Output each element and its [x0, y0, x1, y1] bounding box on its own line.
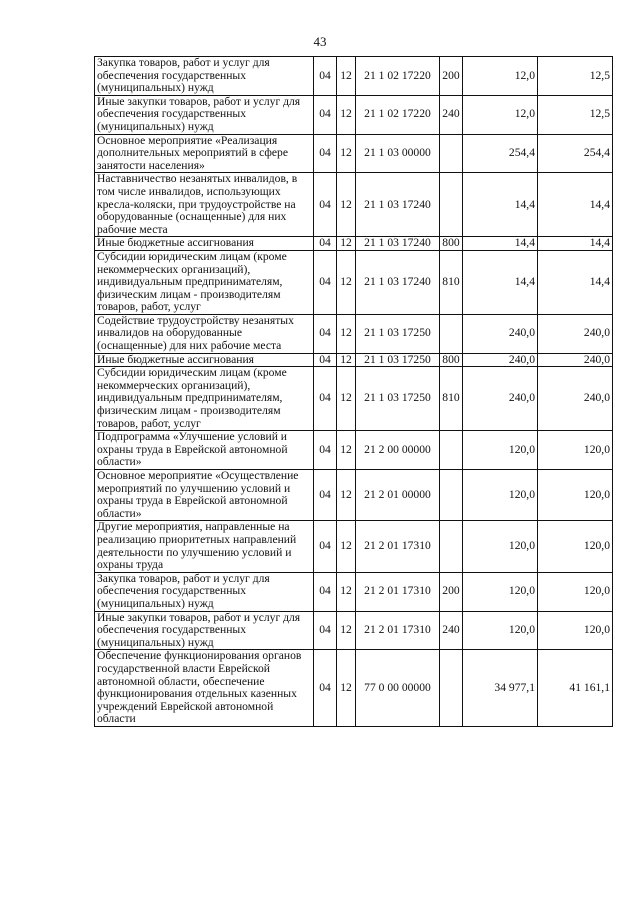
target-article-cell: 21 2 01 17310	[356, 521, 440, 572]
subsection-code-cell: 12	[337, 521, 356, 572]
table-row	[95, 470, 613, 521]
expense-name-cell: Другие мероприятия, направленные на реализацию приоритетных направлений деятельности по улучшению условий и охраны труда	[95, 521, 314, 572]
table-row	[95, 314, 613, 353]
subsection-code-cell: 12	[337, 250, 356, 314]
amount-year1-cell: 120,0	[463, 431, 538, 470]
table-row	[95, 572, 613, 611]
expense-type-cell	[440, 521, 463, 572]
amount-year2-cell: 12,5	[538, 57, 613, 96]
expense-type-cell: 800	[440, 353, 463, 367]
amount-year2-cell: 120,0	[538, 431, 613, 470]
expense-type-cell: 240	[440, 95, 463, 134]
target-article-cell: 21 1 03 00000	[356, 134, 440, 173]
subsection-code-cell: 12	[337, 470, 356, 521]
expense-type-cell: 240	[440, 611, 463, 650]
amount-year1-cell: 120,0	[463, 611, 538, 650]
amount-year1-cell: 240,0	[463, 314, 538, 353]
amount-year1-cell: 254,4	[463, 134, 538, 173]
expense-name-cell: Субсидии юридическим лицам (кроме некоммерческих организаций), индивидуальным предпринимателям, физическим лицам - производителям товаров, работ, услуг	[95, 250, 314, 314]
section-code-cell: 04	[314, 353, 337, 367]
expense-name-cell: Подпрограмма «Улучшение условий и охраны труда в Еврейской автономной области»	[95, 431, 314, 470]
amount-year1-cell: 14,4	[463, 237, 538, 251]
table-row	[95, 431, 613, 470]
expense-name-cell: Иные бюджетные ассигнования	[95, 237, 314, 251]
subsection-code-cell: 12	[337, 367, 356, 431]
subsection-code-cell: 12	[337, 134, 356, 173]
section-code-cell: 04	[314, 237, 337, 251]
subsection-code-cell: 12	[337, 173, 356, 237]
budget-table-body	[95, 57, 613, 727]
table-row	[95, 95, 613, 134]
target-article-cell: 21 1 03 17250	[356, 367, 440, 431]
target-article-cell: 77 0 00 00000	[356, 650, 440, 727]
section-code-cell: 04	[314, 250, 337, 314]
table-row	[95, 134, 613, 173]
amount-year1-cell: 14,4	[463, 173, 538, 237]
subsection-code-cell: 12	[337, 57, 356, 96]
amount-year1-cell: 12,0	[463, 57, 538, 96]
expense-type-cell	[440, 173, 463, 237]
section-code-cell: 04	[314, 57, 337, 96]
amount-year1-cell: 240,0	[463, 353, 538, 367]
expense-name-cell: Иные бюджетные ассигнования	[95, 353, 314, 367]
section-code-cell: 04	[314, 367, 337, 431]
section-code-cell: 04	[314, 611, 337, 650]
budget-table	[94, 56, 613, 727]
expense-type-cell: 810	[440, 250, 463, 314]
expense-type-cell	[440, 134, 463, 173]
section-code-cell: 04	[314, 431, 337, 470]
table-row	[95, 250, 613, 314]
table-row	[95, 521, 613, 572]
expense-name-cell: Иные закупки товаров, работ и услуг для обеспечения государственных (муниципальных) нужд	[95, 611, 314, 650]
expense-name-cell: Содействие трудоустройству незанятых инвалидов на оборудованные (оснащенные) для них рабочие места	[95, 314, 314, 353]
expense-type-cell: 810	[440, 367, 463, 431]
section-code-cell: 04	[314, 173, 337, 237]
table-row	[95, 237, 613, 251]
expense-name-cell: Обеспечение функционирования органов государственной власти Еврейской автономной области, обеспечение функционирования отдельных казенных учреждений Еврейской автономной области	[95, 650, 314, 727]
target-article-cell: 21 2 01 17310	[356, 611, 440, 650]
expense-name-cell: Наставничество незанятых инвалидов, в том числе инвалидов, использующих кресла-коляски, при трудоустройстве на оборудованные (оснащенные) для них рабочие места	[95, 173, 314, 237]
table-row	[95, 57, 613, 96]
amount-year2-cell: 120,0	[538, 470, 613, 521]
expense-type-cell: 200	[440, 57, 463, 96]
target-article-cell: 21 1 03 17240	[356, 173, 440, 237]
expense-type-cell: 800	[440, 237, 463, 251]
amount-year2-cell: 254,4	[538, 134, 613, 173]
expense-name-cell: Закупка товаров, работ и услуг для обеспечения государственных (муниципальных) нужд	[95, 572, 314, 611]
expense-name-cell: Закупка товаров, работ и услуг для обеспечения государственных (муниципальных) нужд	[95, 57, 314, 96]
expense-name-cell: Основное мероприятие «Реализация дополнительных мероприятий в сфере занятости населения»	[95, 134, 314, 173]
table-row	[95, 367, 613, 431]
page-number: 43	[313, 34, 327, 49]
expense-type-cell	[440, 431, 463, 470]
amount-year2-cell: 14,4	[538, 237, 613, 251]
target-article-cell: 21 2 01 17310	[356, 572, 440, 611]
target-article-cell: 21 1 02 17220	[356, 57, 440, 96]
table-row	[95, 650, 613, 727]
subsection-code-cell: 12	[337, 572, 356, 611]
section-code-cell: 04	[314, 314, 337, 353]
subsection-code-cell: 12	[337, 650, 356, 727]
amount-year1-cell: 14,4	[463, 250, 538, 314]
subsection-code-cell: 12	[337, 611, 356, 650]
target-article-cell: 21 1 03 17250	[356, 353, 440, 367]
amount-year2-cell: 120,0	[538, 611, 613, 650]
expense-type-cell	[440, 314, 463, 353]
expense-name-cell: Субсидии юридическим лицам (кроме некоммерческих организаций), индивидуальным предпринимателям, физическим лицам - производителям товаров, работ, услуг	[95, 367, 314, 431]
amount-year2-cell: 240,0	[538, 367, 613, 431]
amount-year1-cell: 120,0	[463, 521, 538, 572]
expense-type-cell	[440, 650, 463, 727]
subsection-code-cell: 12	[337, 431, 356, 470]
amount-year2-cell: 240,0	[538, 314, 613, 353]
amount-year1-cell: 120,0	[463, 470, 538, 521]
target-article-cell: 21 1 03 17240	[356, 250, 440, 314]
expense-name-cell: Иные закупки товаров, работ и услуг для обеспечения государственных (муниципальных) нужд	[95, 95, 314, 134]
section-code-cell: 04	[314, 134, 337, 173]
amount-year2-cell: 120,0	[538, 521, 613, 572]
amount-year1-cell: 34 977,1	[463, 650, 538, 727]
target-article-cell: 21 1 03 17240	[356, 237, 440, 251]
table-row	[95, 611, 613, 650]
section-code-cell: 04	[314, 572, 337, 611]
target-article-cell: 21 2 01 00000	[356, 470, 440, 521]
expense-name-cell: Основное мероприятие «Осуществление мероприятий по улучшению условий и охраны труда в Еврейской автономной области»	[95, 470, 314, 521]
table-row	[95, 353, 613, 367]
subsection-code-cell: 12	[337, 237, 356, 251]
subsection-code-cell: 12	[337, 314, 356, 353]
section-code-cell: 04	[314, 470, 337, 521]
expense-type-cell: 200	[440, 572, 463, 611]
amount-year2-cell: 14,4	[538, 250, 613, 314]
section-code-cell: 04	[314, 521, 337, 572]
amount-year2-cell: 240,0	[538, 353, 613, 367]
amount-year2-cell: 14,4	[538, 173, 613, 237]
subsection-code-cell: 12	[337, 95, 356, 134]
target-article-cell: 21 2 00 00000	[356, 431, 440, 470]
target-article-cell: 21 1 03 17250	[356, 314, 440, 353]
amount-year1-cell: 12,0	[463, 95, 538, 134]
amount-year1-cell: 240,0	[463, 367, 538, 431]
amount-year2-cell: 41 161,1	[538, 650, 613, 727]
table-row	[95, 173, 613, 237]
target-article-cell: 21 1 02 17220	[356, 95, 440, 134]
section-code-cell: 04	[314, 650, 337, 727]
amount-year1-cell: 120,0	[463, 572, 538, 611]
section-code-cell: 04	[314, 95, 337, 134]
amount-year2-cell: 120,0	[538, 572, 613, 611]
amount-year2-cell: 12,5	[538, 95, 613, 134]
subsection-code-cell: 12	[337, 353, 356, 367]
expense-type-cell	[440, 470, 463, 521]
